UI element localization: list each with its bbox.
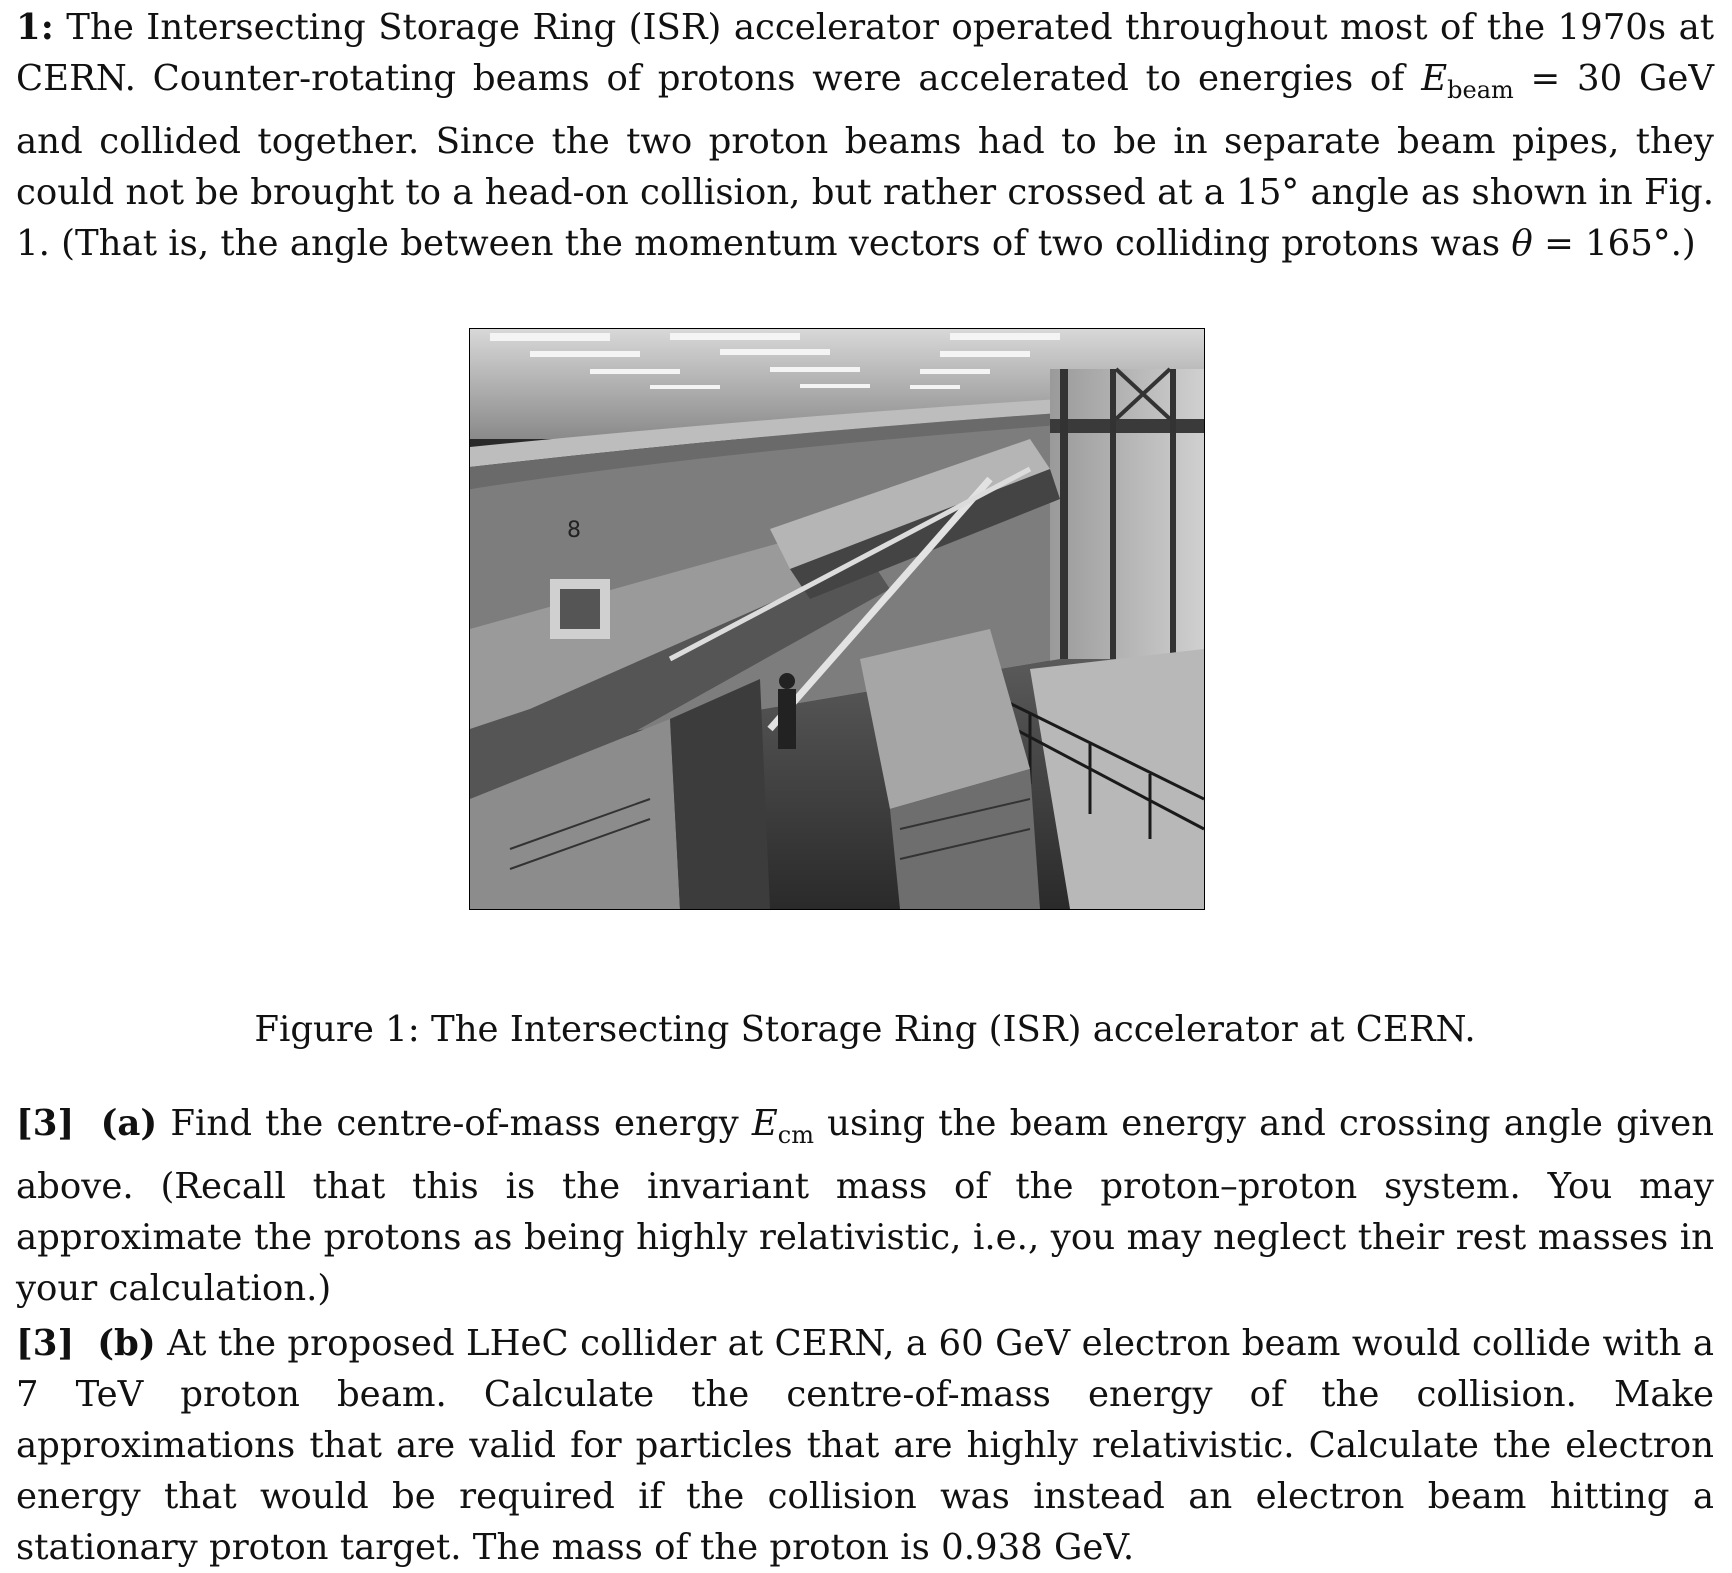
part-a: [16, 1098, 1714, 1314]
part-a-text-1: Find the centre-of-mass energy: [157, 1103, 752, 1144]
ebeam-subscript: beam: [1447, 76, 1514, 104]
part-b-text: At the proposed LHeC collider at CERN, a 60 GeV electron beam would collide with a 7 TeV proton beam. Calculate the centre-of-mass energy of the collision. Make approximations that are valid for particles that are highly relativistic. Calculate the electron energy that would be required if the collision was instead an electron beam hitting a stationary proton target. The mass of the proton is 0.938 GeV.: [16, 1323, 1714, 1568]
isr-photo-illustration: [470, 329, 1204, 909]
part-a-marks: [3]: [16, 1103, 75, 1144]
intro-text-3: = 165°.): [1532, 223, 1696, 264]
intro-text-2: = 30 GeV and collided together. Since the two proton beams had to be in separate beam pipes, they could not be brought to a head-on collision, but rather crossed at a 15° angle as shown in Fig. 1. (That is, the angle between the momentum vectors of two colliding protons was: [16, 58, 1714, 264]
intro-text-1: The Intersecting Storage Ring (ISR) accelerator operated throughout most of the 1970s at CERN. Counter-rotating beams of protons were accelerated to energies of: [16, 7, 1714, 99]
part-a-label: (a): [100, 1103, 158, 1144]
part-b-marks: [3]: [16, 1323, 75, 1364]
ebeam-symbol: E: [1421, 58, 1448, 99]
problem-intro: [16, 2, 1714, 269]
figure-caption: Figure 1: The Intersecting Storage Ring (ISR) accelerator at CERN.: [254, 1009, 1476, 1050]
ecm-symbol: E: [751, 1103, 778, 1144]
problem-number: 1:: [16, 7, 54, 48]
theta-symbol: θ: [1511, 223, 1533, 264]
photo-label: 8: [567, 518, 581, 543]
part-a-text-2: using the beam energy and crossing angle given above. (Recall that this is the invariant mass of the proton–proton system. You may approximate the protons as being highly relativistic, i.e., you may neglect their rest masses in your calculation.): [16, 1103, 1715, 1309]
isr-photo: [469, 328, 1205, 910]
part-b-label: (b): [97, 1323, 156, 1364]
part-b: [16, 1318, 1714, 1573]
ecm-subscript: cm: [777, 1121, 814, 1149]
